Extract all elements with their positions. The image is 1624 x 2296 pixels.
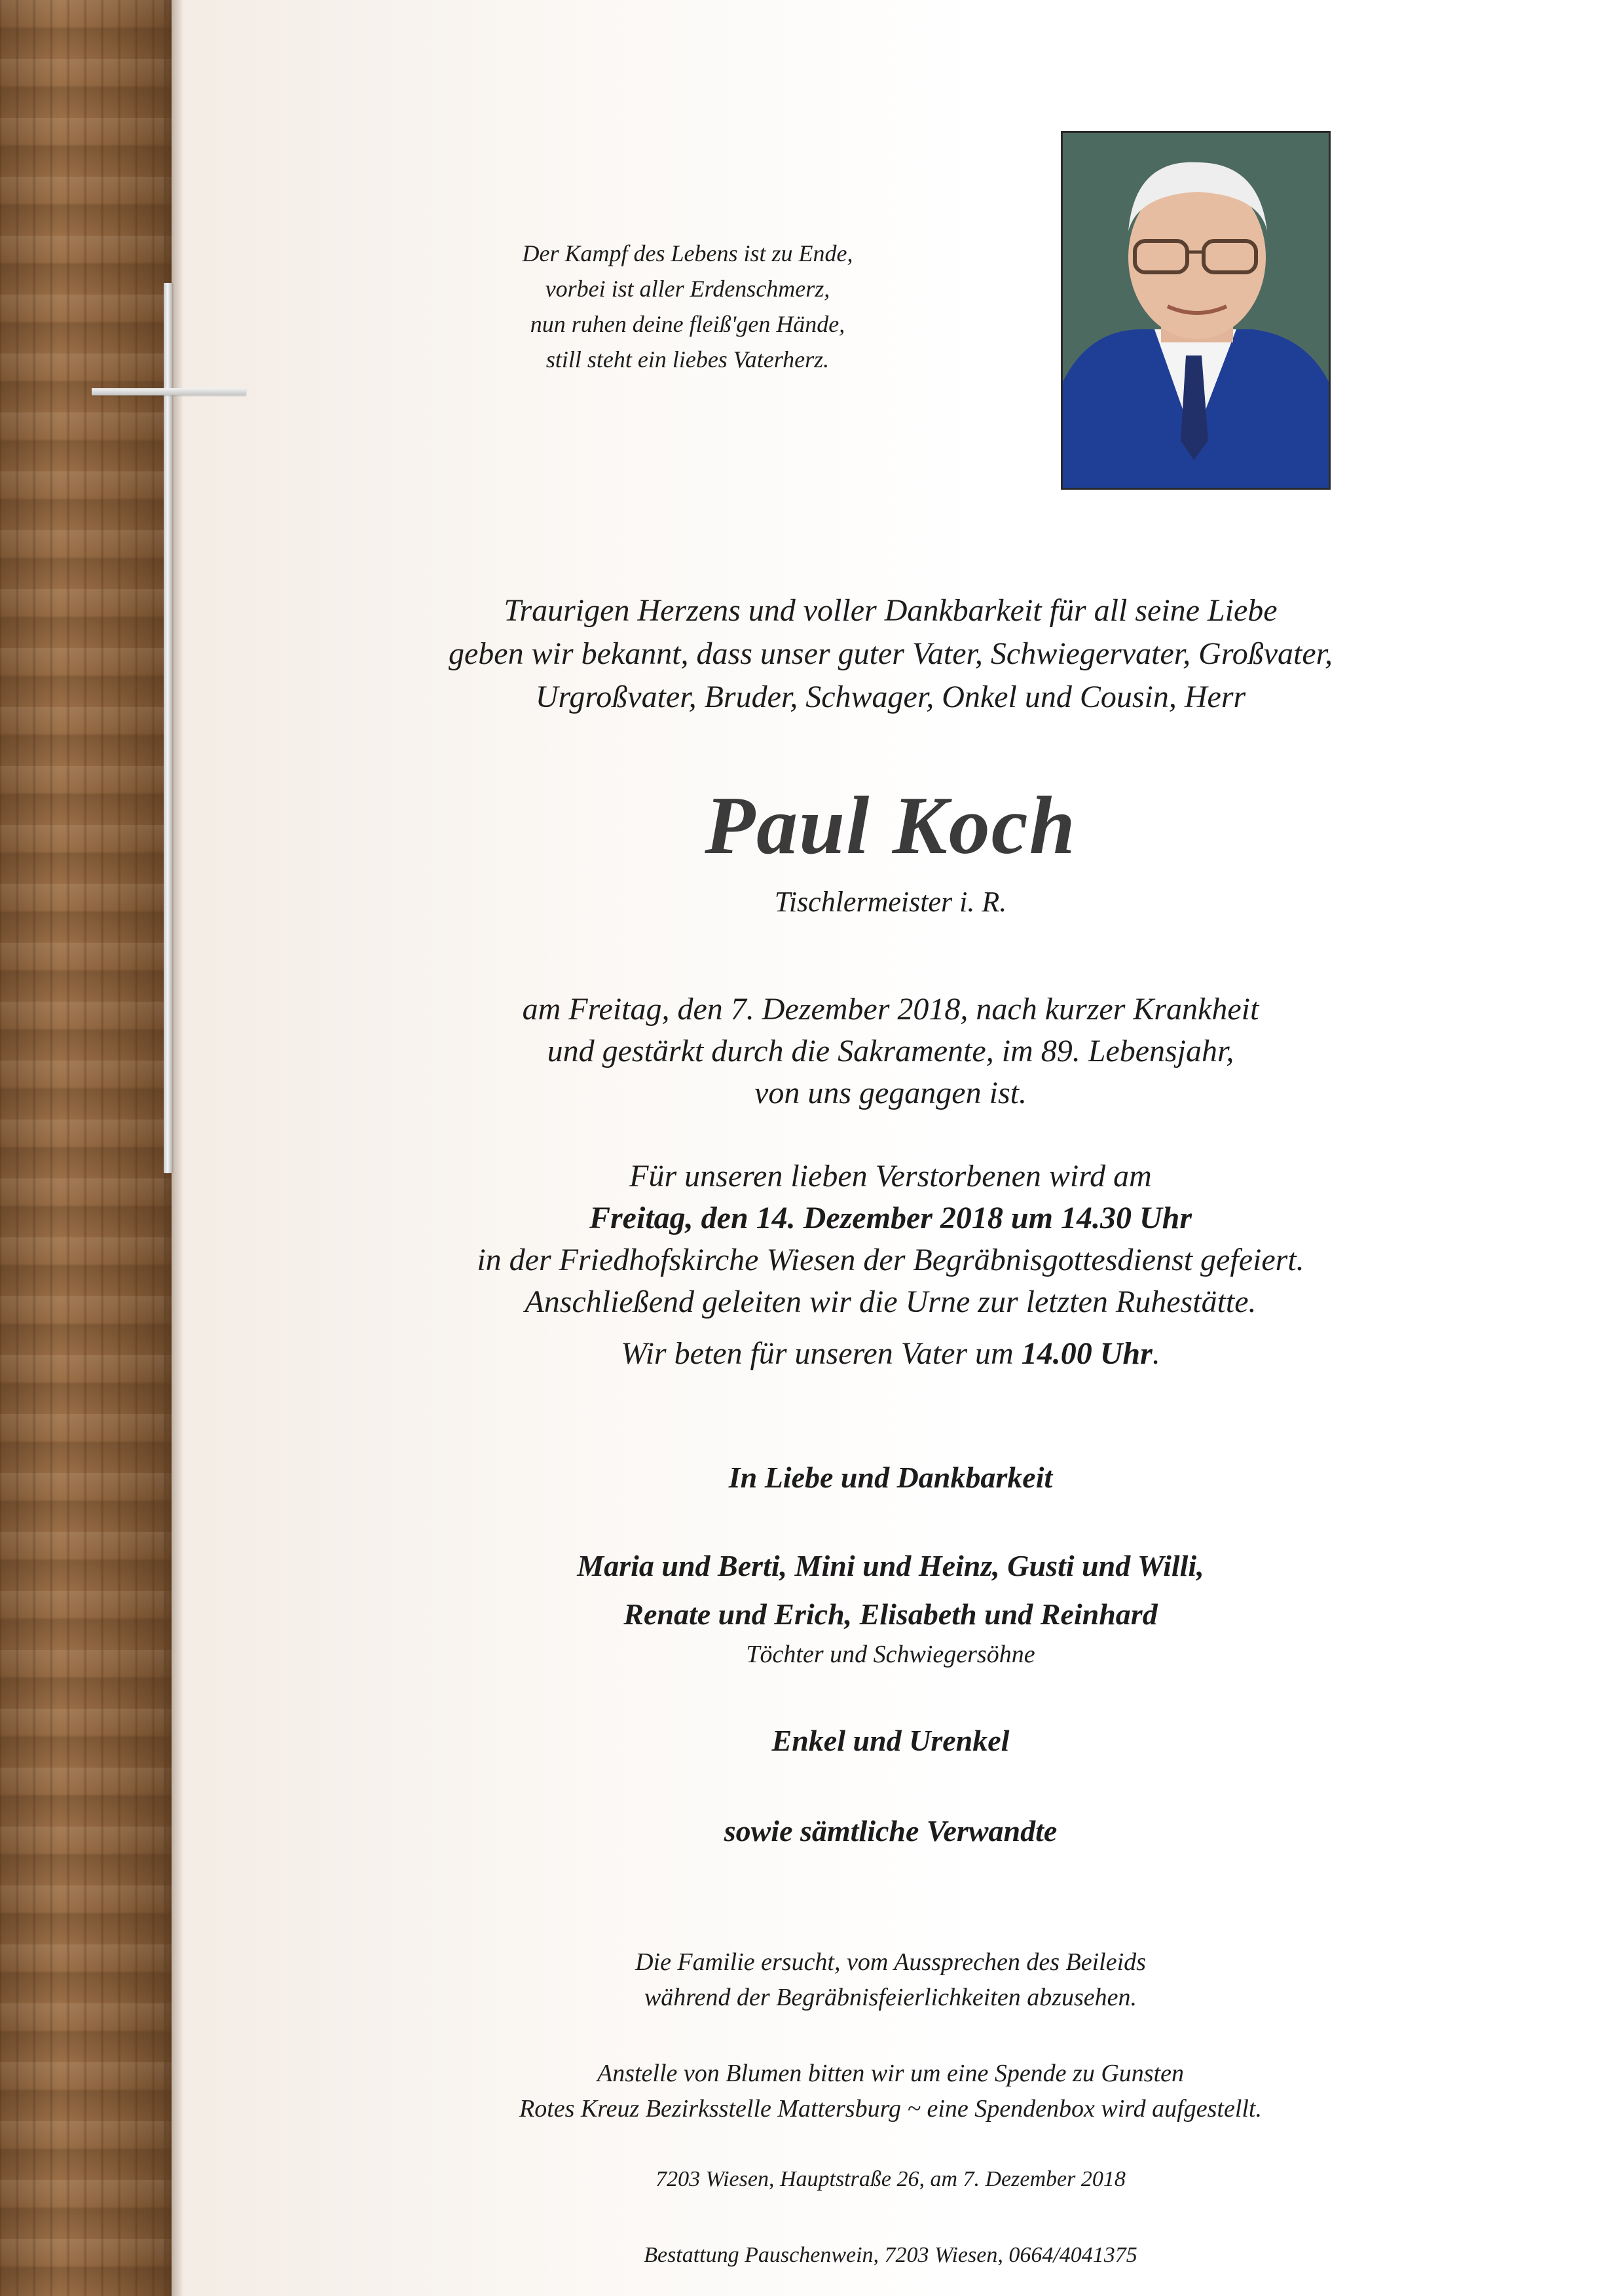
cross-vertical-bar bbox=[164, 283, 172, 1173]
condolence-line: Die Familie ersucht, vom Aussprechen des Beileids bbox=[635, 1948, 1146, 1976]
poem-line: still steht ein liebes Vaterherz. bbox=[545, 346, 830, 373]
intro-text bbox=[367, 589, 1414, 719]
death-line: am Freitag, den 7. Dezember 2018, nach kurzer Krankheit bbox=[522, 992, 1259, 1027]
undertaker-info: Bestattung Pauschenwein, 7203 Wiesen, 0664/4041375 bbox=[644, 2243, 1137, 2267]
place-date: 7203 Wiesen, Hauptstraße 26, am 7. Dezember 2018 bbox=[655, 2167, 1126, 2191]
poem-line: vorbei ist aller Erdenschmerz, bbox=[545, 276, 830, 302]
intro-line: Urgroßvater, Bruder, Schwager, Onkel und Cousin, Herr bbox=[535, 680, 1246, 714]
funeral-details bbox=[367, 1156, 1414, 1323]
prayer-line bbox=[367, 1336, 1414, 1372]
children-names bbox=[367, 1542, 1414, 1639]
condolence-line: während der Begräbnisfeierlichkeiten abzusehen. bbox=[644, 1984, 1137, 2011]
cross-horizontal-bar bbox=[92, 388, 246, 395]
grandchildren: Enkel und Urenkel bbox=[771, 1724, 1010, 1757]
portrait-illustration bbox=[1063, 133, 1329, 488]
condolence-note bbox=[367, 1944, 1414, 2015]
poem bbox=[458, 236, 917, 377]
prayer-text: Wir beten für unseren Vater um bbox=[621, 1336, 1014, 1371]
children-line: Maria und Berti, Mini und Heinz, Gusti und Willi, bbox=[577, 1549, 1204, 1582]
prayer-end: . bbox=[1152, 1336, 1160, 1371]
donation-line: Rotes Kreuz Bezirksstelle Mattersburg ~ eine Spendenbox wird aufgestellt. bbox=[519, 2095, 1262, 2123]
donation-line: Anstelle von Blumen bitten wir um eine Spende zu Gunsten bbox=[597, 2060, 1184, 2087]
portrait-photo bbox=[1061, 131, 1331, 490]
children-line: Renate und Erich, Elisabeth und Reinhard bbox=[623, 1597, 1158, 1631]
funeral-line: in der Friedhofskirche Wiesen der Begräbnisgottesdienst gefeiert. bbox=[477, 1243, 1304, 1277]
children-role: Töchter und Schwiegersöhne bbox=[746, 1641, 1035, 1668]
death-line: von uns gegangen ist. bbox=[754, 1076, 1027, 1110]
prayer-row bbox=[367, 1336, 1414, 1372]
death-notice bbox=[367, 989, 1414, 1114]
poem-line: nun ruhen deine fleiß'gen Hände, bbox=[530, 311, 845, 337]
funeral-date-time bbox=[367, 1197, 1414, 1239]
intro-line: Traurigen Herzens und voller Dankbarkeit für all seine Liebe bbox=[504, 593, 1278, 628]
death-line: und gestärkt durch die Sakramente, im 89. Lebensjahr, bbox=[547, 1034, 1234, 1068]
funeral-line: Für unseren lieben Verstorbenen wird am bbox=[629, 1159, 1152, 1194]
deceased-name: Paul Koch bbox=[705, 780, 1077, 871]
funeral-date-time-text: Freitag, den 14. Dezember 2018 um 14.30 Uhr bbox=[589, 1201, 1192, 1235]
funeral-line: Anschließend geleiten wir die Urne zur letzten Ruhestätte. bbox=[525, 1285, 1257, 1319]
relatives: sowie sämtliche Verwandte bbox=[724, 1814, 1058, 1848]
donation-note bbox=[367, 2056, 1414, 2126]
wood-texture-strip bbox=[0, 0, 172, 2296]
deceased-profession: Tischlermeister i. R. bbox=[774, 886, 1007, 918]
prayer-time: 14.00 Uhr bbox=[1021, 1336, 1153, 1371]
poem-line: Der Kampf des Lebens ist zu Ende, bbox=[522, 240, 853, 266]
mourners-heading: In Liebe und Dankbarkeit bbox=[728, 1461, 1053, 1494]
intro-line: geben wir bekannt, dass unser guter Vater, Schwiegervater, Großvater, bbox=[448, 636, 1333, 671]
